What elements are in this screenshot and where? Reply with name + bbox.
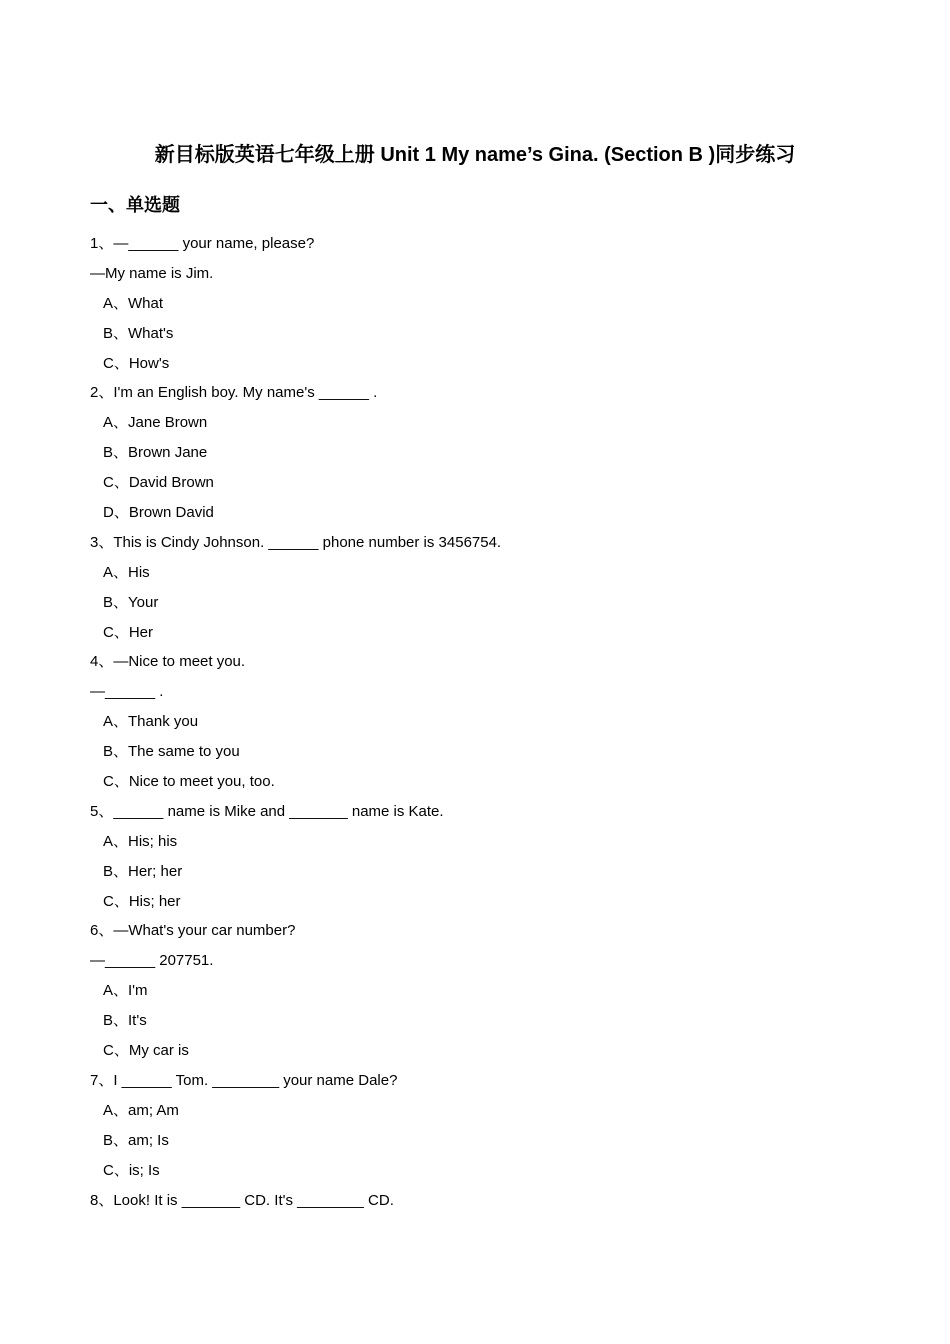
question-8 — [90, 1186, 870, 1216]
page-title: 新目标版英语七年级上册 Unit 1 My name’s Gina. (Section B )同步练习 — [154, 144, 796, 166]
question-2 — [90, 378, 870, 527]
option-a: A、Thank you — [103, 713, 199, 731]
option-b: B、Her; her — [103, 862, 183, 880]
option-c: C、Nice to meet you, too. — [103, 773, 275, 791]
option-c: C、David Brown — [103, 474, 214, 492]
option-a: A、His; his — [103, 832, 178, 850]
option-c: C、is; Is — [103, 1161, 160, 1179]
option-b: B、am; Is — [103, 1131, 169, 1149]
option-a: A、I'm — [103, 982, 148, 1000]
question-stem: 8、Look! It is _______ CD. It's ________ CD. — [90, 1191, 394, 1209]
question-5 — [90, 797, 870, 917]
question-stem-line: —______ . — [90, 683, 164, 701]
option-b: B、The same to you — [103, 743, 240, 761]
question-6 — [90, 916, 870, 1065]
question-stem: 1、—______ your name, please? — [90, 235, 315, 252]
question-stem-line: —______ 207751. — [90, 952, 214, 970]
question-stem: 5、______ name is Mike and _______ name is Kate. — [90, 802, 444, 820]
question-stem: 4、—Nice to meet you. — [90, 653, 246, 671]
option-c: C、How's — [103, 354, 170, 372]
option-a: A、am; Am — [103, 1101, 179, 1119]
question-3 — [90, 528, 870, 648]
section-heading: 一、单选题 — [90, 195, 180, 215]
question-7 — [90, 1066, 870, 1186]
question-stem: 7、I ______ Tom. ________ your name Dale? — [90, 1071, 398, 1089]
option-c: C、My car is — [103, 1042, 189, 1060]
question-stem: 6、—What's your car number? — [90, 922, 296, 940]
option-c: C、His; her — [103, 892, 181, 910]
option-d: D、Brown David — [103, 504, 214, 522]
question-4 — [90, 647, 870, 796]
question-1 — [90, 229, 870, 378]
option-a: A、What — [103, 294, 164, 312]
option-b: B、Brown Jane — [103, 444, 208, 462]
option-b: B、What's — [103, 324, 174, 342]
question-list — [90, 229, 870, 1215]
option-b: B、It's — [103, 1012, 147, 1030]
option-c: C、Her — [103, 623, 154, 641]
question-stem: 2、I'm an English boy. My name's ______ . — [90, 384, 378, 402]
question-stem: 3、This is Cindy Johnson. ______ phone number is 3456754. — [90, 533, 502, 551]
option-a: A、Jane Brown — [103, 414, 208, 432]
option-a: A、His — [103, 563, 150, 581]
question-stem-line: —My name is Jim. — [90, 264, 214, 282]
option-b: B、Your — [103, 593, 159, 611]
